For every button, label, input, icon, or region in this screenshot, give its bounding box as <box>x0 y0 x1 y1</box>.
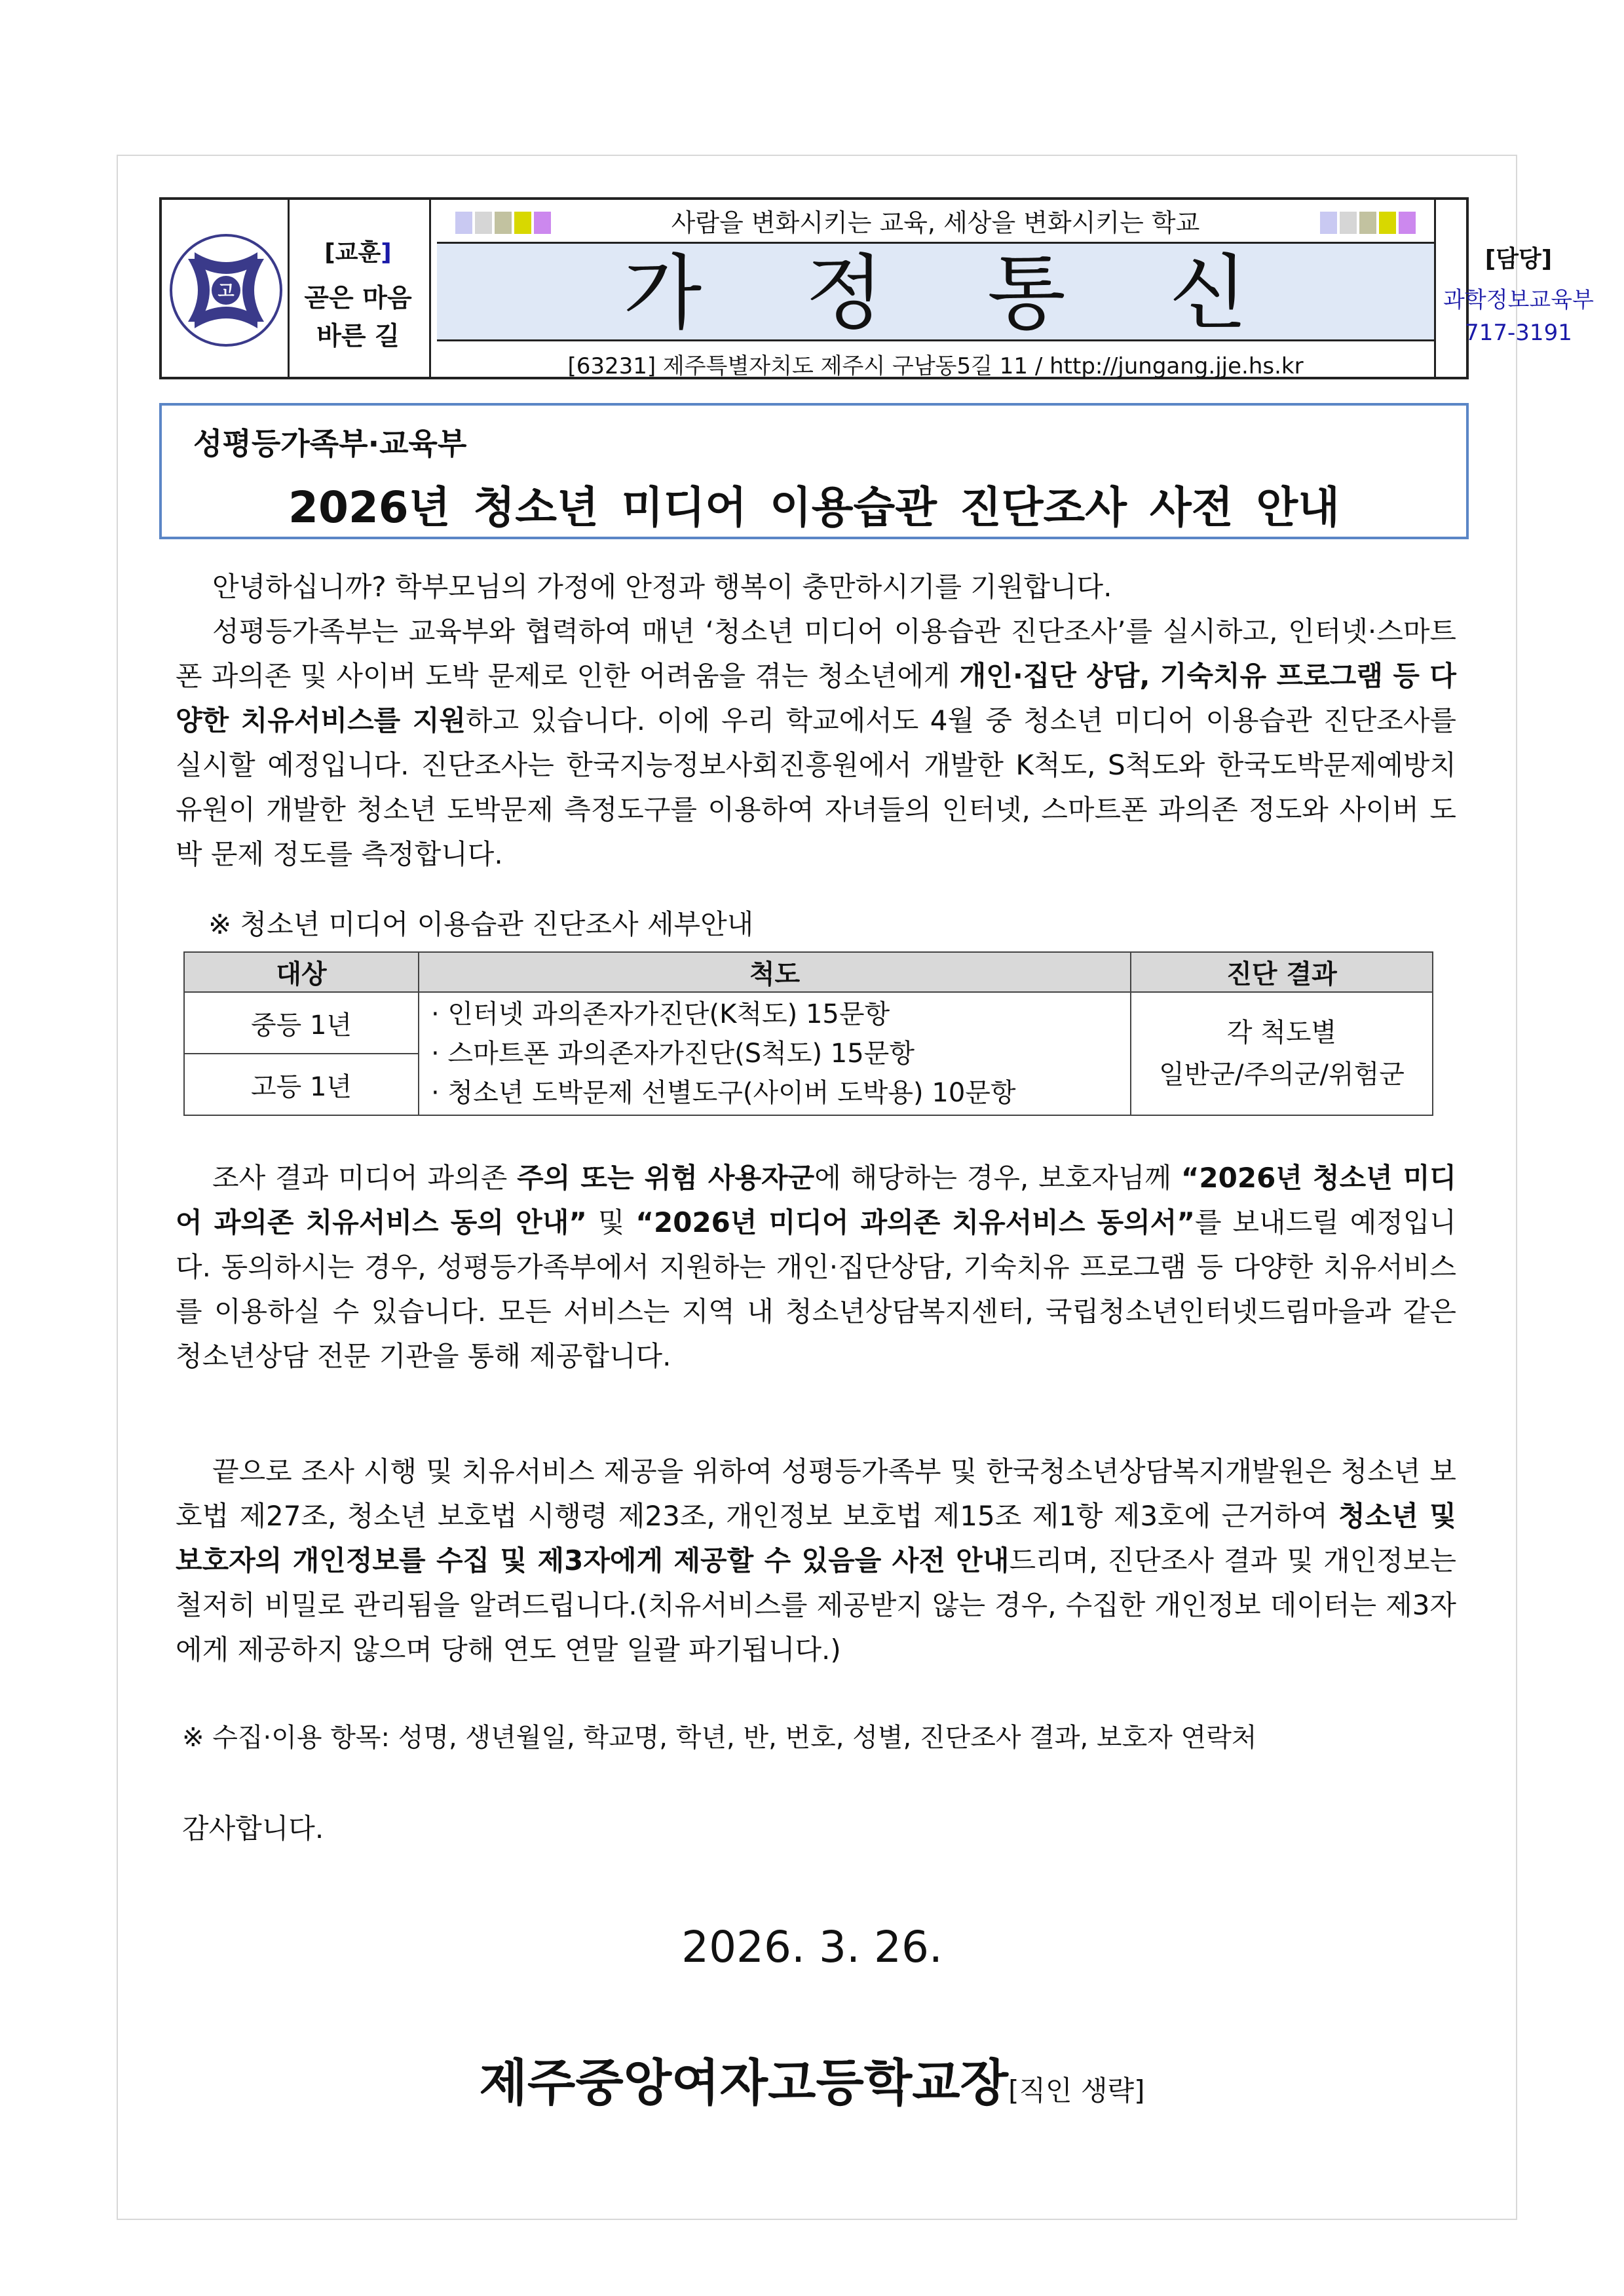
closing: 감사합니다. <box>182 1812 324 1845</box>
emphasis: “2026년 미디어 과의존 치유서비스 동의서” <box>635 1206 1195 1238</box>
title-band <box>437 242 1434 341</box>
signature <box>0 2043 1624 2114</box>
color-swatch <box>1320 212 1337 234</box>
emphasis: “2026년 청소년 미디어 과의존 치유서비스 동의 안내” <box>176 1162 1456 1238</box>
school-address: [63231] 제주특별자치도 제주시 구남동5길 11 / http://jungang.jje.hs.kr <box>567 353 1304 379</box>
emphasis: 청소년 및 보호자의 개인정보를 수집 및 제3자에게 제공할 수 있음을 사전 안내 <box>176 1500 1456 1577</box>
text: 하고 있습니다. 이에 우리 학교에서도 4월 중 청소년 미디어 이용습관 진단조사를 실시할 예정입니다. 진단조사는 한국지능정보사회진흥원에서 개발한 K척도, S척도와 한국도박문제예방치유원이 개발한 청소년 도박문제 측정도구를 이용하여 자녀들의 인터넷, 스마트폰 과의존 정도와 사이버 도박 문제 정도를 측정합니다. <box>176 704 1457 870</box>
greeting: 안녕하십니까? 학부모님의 가정에 안정과 행복이 충만하시기를 기원합니다. <box>212 571 1112 603</box>
paragraph-survey-intro <box>176 609 1456 877</box>
emphasis: 개인·집단 상담, 기숙치유 프로그램 등 다양한 치유서비스를 지원 <box>176 660 1456 737</box>
color-swatch <box>1359 212 1376 234</box>
motto-label-text: 교훈 <box>335 239 381 266</box>
slogan-row <box>437 200 1434 239</box>
target-cell: 중등 1년 <box>184 992 419 1054</box>
divider <box>288 200 290 377</box>
scale-cell <box>419 992 1131 1115</box>
newsletter-title: 가정통신 <box>623 246 1351 341</box>
contact <box>1441 284 1596 349</box>
paragraph-privacy <box>176 1449 1456 1672</box>
collected-items: ※ 수집·이용 항목: 성명, 생년월일, 학교명, 학년, 반, 번호, 성별, 진단조사 결과, 보호자 연락처 <box>182 1723 1257 1753</box>
contact-phone: 717-3191 <box>1465 320 1572 346</box>
motto-line-2: 바른 길 <box>316 322 400 351</box>
target-cell: 고등 1년 <box>184 1054 419 1115</box>
motto-line-1: 곧은 마음 <box>304 284 412 313</box>
result-cell <box>1131 992 1433 1115</box>
table-row <box>184 992 1433 1054</box>
color-swatch <box>1340 212 1357 234</box>
school-logo-icon <box>168 233 284 348</box>
color-swatch <box>1399 212 1416 234</box>
text: 드리며, 진단조사 결과 및 개인정보는 철저히 비밀로 관리됨을 알려드립니다.(치유서비스를 제공받지 않는 경우, 수집한 개인정보 데이터는 제3자에게 제공하지 않으며 당해 연도 연말 일괄 파기됩니다.) <box>176 1544 1456 1666</box>
text: 조사 결과 미디어 과의존 <box>212 1162 518 1194</box>
bracket-open: [ <box>324 239 335 266</box>
text: 를 보내드릴 예정입니다. 동의하시는 경우, 성평등가족부에서 지원하는 개인·집단상담, 기숙치유 프로그램 등 다양한 치유서비스를 이용하실 수 있습니다. 모든 서비스는 지역 내 청소년상담복지센터, 국립청소년인터넷드림마을과 같은 청소년상담 전문 기관을 통해 제공합니다. <box>176 1206 1456 1372</box>
divider <box>1434 200 1436 377</box>
survey-details-table <box>183 951 1433 1116</box>
letterhead <box>159 197 1594 379</box>
color-swatch <box>1379 212 1396 234</box>
issuing-organization: 성평등가족부·교육부 <box>193 426 467 461</box>
issue-date: 2026. 3. 26. <box>681 1922 943 1972</box>
scale-item: · 인터넷 과의존자가진단(K척도) 15문항 <box>431 999 890 1029</box>
result-line: 일반군/주의군/위험군 <box>1159 1060 1405 1090</box>
emphasis: 주의 또는 위험 사용자군 <box>517 1162 815 1194</box>
column-header: 대상 <box>184 952 419 992</box>
column-header: 진단 결과 <box>1131 952 1433 992</box>
result-line: 각 척도별 <box>1226 1018 1337 1048</box>
contact-department: 과학정보교육부 <box>1443 287 1594 313</box>
logo-letter: 고 <box>217 282 235 301</box>
bracket-close: ] <box>381 239 392 266</box>
table-caption: ※ 청소년 미디어 이용습관 진단조사 세부안내 <box>208 908 754 940</box>
scale-item: · 스마트폰 과의존자가진단(S척도) 15문항 <box>431 1039 915 1069</box>
principal-name: 제주중앙여자고등학교장 <box>479 2054 1009 2112</box>
text: 성평등가족부는 교육부와 협력하여 매년 ‘청소년 미디어 이용습관 진단조사’를 실시하고, 인터넷·스마트폰 과의존 및 사이버 도박 문제로 인한 어려움을 겪는 청소년에게 <box>176 615 1456 692</box>
table-header-row <box>184 952 1433 992</box>
notice-title-box <box>159 403 1469 539</box>
text: 끝으로 조사 시행 및 치유서비스 제공을 위하여 성평등가족부 및 한국청소년상담복지개발원은 청소년 보호법 제27조, 청소년 보호법 시행령 제23조, 개인정보 보호법 제15조 제1항 제3호에 근거하여 <box>176 1455 1456 1532</box>
column-header: 척도 <box>419 952 1131 992</box>
divider <box>429 200 431 377</box>
motto-label <box>290 234 426 267</box>
paragraph-consent <box>176 1156 1456 1379</box>
school-slogan: 사람을 변화시키는 교육, 세상을 변화시키는 학교 <box>671 208 1200 237</box>
seal-omitted: [직인 생략] <box>1008 2075 1145 2107</box>
text: 에 해당하는 경우, 보호자님께 <box>814 1162 1181 1194</box>
notice-title: 2026년 청소년 미디어 이용습관 진단조사 사전 안내 <box>288 482 1340 533</box>
contact-label: [담당] <box>1484 246 1553 273</box>
text: 및 <box>586 1206 636 1238</box>
motto <box>290 280 426 356</box>
scale-item: · 청소년 도박문제 선별도구(사이버 도박용) 10문항 <box>431 1078 1016 1108</box>
